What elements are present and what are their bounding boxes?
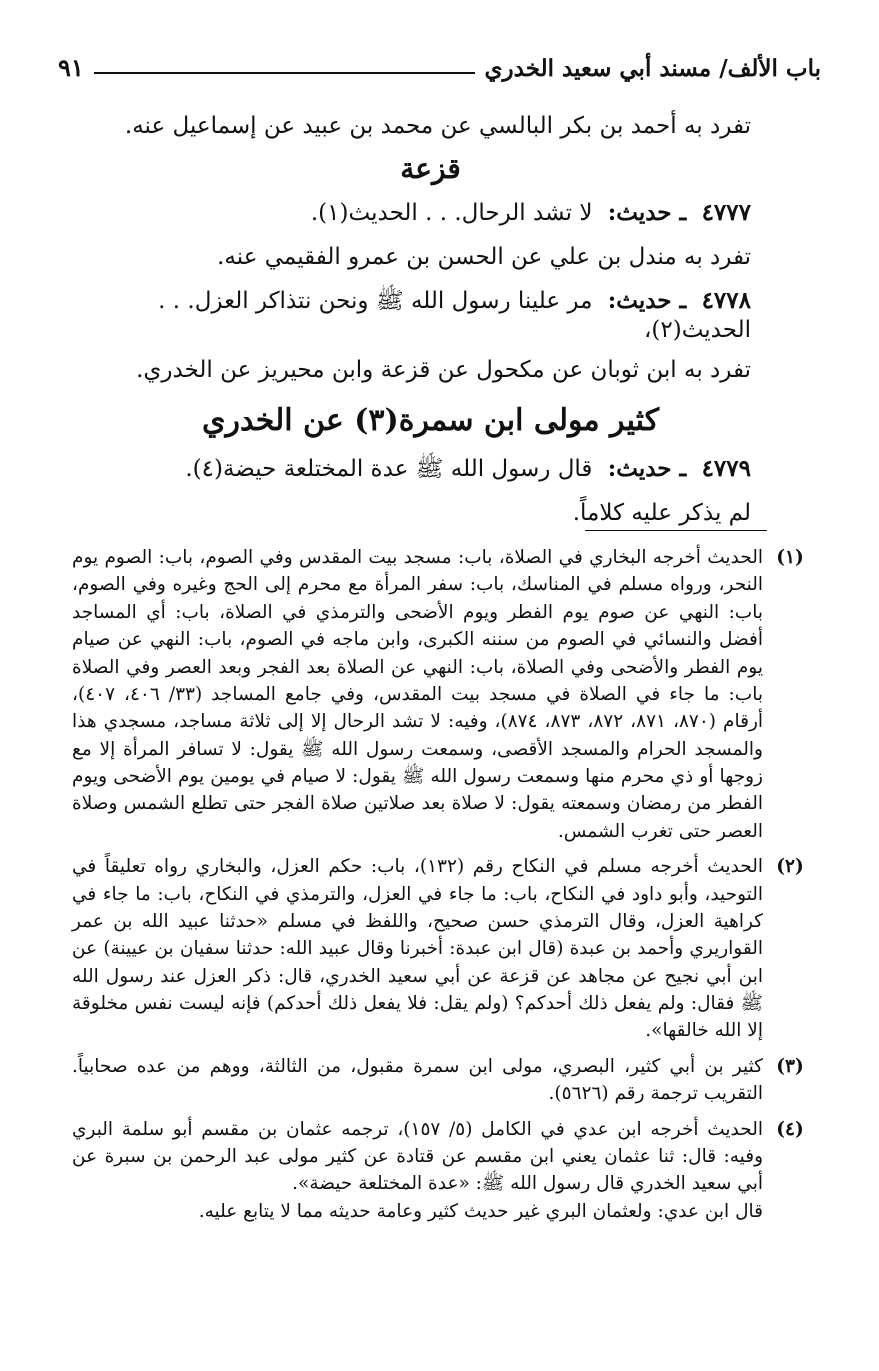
footnote-3 [72,1053,807,1108]
hadith-number: ٤٧٧٨ [701,286,751,314]
text-line-1: تفرد به أحمد بن بكر البالسي عن محمد بن عبيد عن إسماعيل عنه. [124,113,751,139]
hadith-number: ٤٧٧٩ [701,455,751,483]
hadith-text: مر علينا رسول الله ﷺ ونحن نتذاكر العزل. . . الحديث(٢)، [158,287,751,343]
hadith-entry-4778 [110,287,751,345]
footnote-mark: (٢) [776,856,804,878]
hadith-text: لا تشد الرحال. . . الحديث(١). [310,199,593,226]
hadith-number: ٤٧٧٧ [701,198,751,226]
footnote-body [72,544,763,845]
footnote-mark: (٤) [776,1118,804,1140]
page-header [58,42,821,84]
footnote-4 [72,1116,807,1226]
hadith-label: ـ حديث: [607,286,687,314]
footnote-extra: قال ابن عدي: ولعثمان البري غير حديث كثير وعامة حديثه مما لا يتابع عليه. [198,1200,763,1222]
main-text [110,112,751,531]
footnote-2 [72,853,807,1045]
text-line-3: تفرد به ابن ثوبان عن مكحول عن قزعة وابن محيريز عن الخدري. [136,357,751,384]
footnote-text: كثير بن أبي كثير، البصري، مولى ابن سمرة مقبول، من الثالثة، ووهم من عده صحابياً. التقريب ترجمة رقم (٥٦٢٦). [72,1055,763,1105]
hadith-entry-4779 [110,455,751,487]
footnote-mark: (٣) [776,1055,804,1077]
section-title-qazaa: قزعة [400,152,461,185]
page-number: ٩١ [58,53,84,82]
text-line-2: تفرد به مندل بن علي عن الحسن بن عمرو الفقيمي عنه. [217,243,751,270]
footnote-text: الحديث أخرجه مسلم في النكاح رقم (١٣٢)، باب: حكم العزل، والبخاري رواه تعليقاً في التوحيد، وأبو داود في النكاح، باب: ما جاء في العزل، والترمذي في النكاح، باب: ما جاء في كراهية العزل، وقال الترمذي حسن صحيح، واللفظ في مسلم «حدثنا عبيد الله بن عمر القواريري وأحمد بن عبدة (قال ابن عبدة: أخبرنا وقال عبيد الله: حدثنا سفيان بن عيينة) عن ابن أبي نجيح عن مجاهد عن قزعة عن أبي سعيد الخدري، قال: ذكر العزل عند رسول الله ﷺ فقال: ولم يفعل ذلك أحدكم؟ (ولم يقل: فلا يفعل ذلك أحدكم) فإنه ليست نفس مخلوقة إلا الله خالقها». [72,856,763,1042]
section-title-kathir: كثير مولى ابن سمرة(٣) عن الخدري [202,403,659,439]
footnote-body [72,1116,763,1226]
hadith-label: ـ حديث: [607,198,687,226]
footnote-text: الحديث أخرجه ابن عدي في الكامل (٥/ ١٥٧)، ترجمه عثمان بن مقسم أبو سلمة البري وفيه: قال: ثنا عثمان يعني ابن مقسم عن قتادة عن كثير مولى عبد الرحمن بن سبرة عن أبي سعيد الخدري قال رسول الله ﷺ: «عدة المختلعة حيضة». [72,1118,763,1195]
hadith-entry-4777 [110,199,751,231]
header-rule [94,72,475,74]
footnote-1 [72,544,807,845]
footnote-text: الحديث أخرجه البخاري في الصلاة، باب: مسجد بيت المقدس وفي الصوم، باب: الصوم يوم النحر، ورواه مسلم في المناسك، باب: سفر المرأة مع محرم إلى الحج وغيره وفي الصوم، باب: النهي عن صوم يوم الفطر ويوم الأضحى والترمذي في الصلاة، باب: أي المساجد أفضل والنسائي في الصوم من سننه الكبرى، وابن ماجه في الصوم، باب: النهي عن صيام يوم الفطر والأضحى وفي الصلاة، باب: النهي عن الصلاة بعد الفجر وبعد العصر وفي الصلاة باب: ما جاء في الصلاة في مسجد بيت المقدس، وفي جامع المساجد (٣٣/ ٤٠٦، ٤٠٧)، أرقام (٨٧٠، ٨٧١، ٨٧٢، ٨٧٣، ٨٧٤)، وفيه: لا تشد الرحال إلا إلى ثلاثة مساجد، مسجدي هذا والمسجد الحرام والمسجد الأقصى، وسمعت رسول الله ﷺ يقول: لا تسافر المرأة إلا مع زوجها أو ذي محرم منها وسمعت رسول الله ﷺ يقول: لا صيام في يومين يوم الأضحى ويوم الفطر من رمضان وسمعته يقول: لا صلاة بعد صلاتين صلاة الفجر حتى تطلع الشمس وصلاة العصر حتى تغرب الشمس. [72,547,764,842]
hadith-text: قال رسول الله ﷺ عدة المختلعة حيضة(٤). [185,456,593,483]
footnote-body [72,1053,763,1108]
footnote-separator [585,530,767,531]
running-title: باب الألف/ مسند أبي سعيد الخدري [484,55,821,82]
footnote-body [72,853,763,1045]
footnote-mark: (١) [776,547,804,568]
hadith-label: ـ حديث: [607,455,687,483]
text-line-4: لم يذكر عليه كلاماً. [572,500,751,527]
footnotes [72,544,807,1233]
